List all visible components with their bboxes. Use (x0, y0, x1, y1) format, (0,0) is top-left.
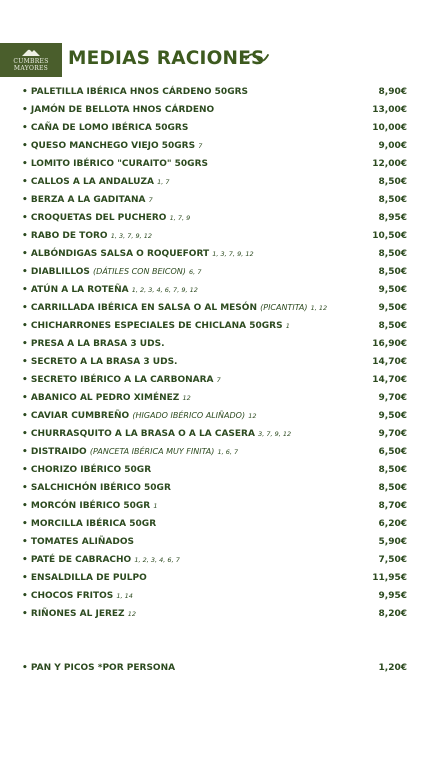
menu-item (22, 446, 407, 464)
item-price: 9,50€ (378, 303, 407, 313)
item-price: 8,50€ (378, 249, 407, 259)
item-price: 11,95€ (372, 573, 407, 583)
item-allergens: 1, 3, 7, 9, 12 (212, 250, 254, 258)
item-label: • JAMÓN DE BELLOTA HNOS CÁRDENO (22, 105, 215, 115)
item-note: (PANCETA IBÉRICA MUY FINITA) (89, 447, 215, 456)
menu-item (22, 248, 407, 266)
item-allergens: 6, 7 (189, 268, 202, 276)
item-name (22, 375, 221, 385)
item-price: 8,50€ (378, 267, 407, 277)
item-name (22, 267, 201, 277)
item-allergens: 3, 7, 9, 12 (258, 430, 292, 438)
item-label: • ATÚN A LA ROTEÑA (22, 285, 129, 295)
item-name (22, 339, 164, 349)
item-name (22, 429, 291, 439)
item-label: • ABANICO AL PEDRO XIMÉNEZ (22, 393, 180, 403)
item-allergens: 12 (182, 394, 191, 402)
item-note: (DÁTILES CON BEICON) (93, 267, 186, 276)
item-price: 8,50€ (378, 177, 407, 187)
item-name (22, 537, 134, 547)
item-label: • ENSALDILLA DE PULPO (22, 573, 147, 583)
item-price: 7,50€ (378, 555, 407, 565)
item-price: 10,00€ (372, 123, 407, 133)
item-name (22, 141, 202, 151)
item-name: • PAN Y PICOS *POR PERSONA (22, 663, 176, 673)
item-price: 8,50€ (378, 483, 407, 493)
item-label: • CHORIZO IBÉRICO 50GR (22, 465, 152, 475)
item-name (22, 213, 190, 223)
item-name (22, 465, 151, 475)
item-name (22, 123, 188, 133)
menu-item (22, 266, 407, 284)
item-price: 1,20€ (378, 663, 407, 673)
item-label: • SALCHICHÓN IBÉRICO 50GR (22, 483, 171, 493)
item-price: 8,70€ (378, 501, 407, 511)
item-allergens: 1 (285, 322, 290, 330)
item-label: • PRESA A LA BRASA 3 UDS. (22, 339, 165, 349)
item-price: 14,70€ (372, 375, 407, 385)
item-allergens: 7 (216, 376, 221, 384)
menu-list (22, 86, 407, 626)
item-price: 9,70€ (378, 429, 407, 439)
item-label: • TOMATES ALIÑADOS (22, 537, 134, 547)
item-allergens: 12 (248, 412, 257, 420)
item-label: • CARRILLADA IBÉRICA EN SALSA O AL MESÓN (22, 303, 257, 313)
item-name (22, 321, 290, 331)
item-name (22, 411, 257, 421)
menu-item (22, 212, 407, 230)
menu-item (22, 284, 407, 302)
page-title: MEDIAS RACIONES (68, 48, 265, 69)
item-price: 8,50€ (378, 321, 407, 331)
item-label: • SECRETO IBÉRICO A LA CARBONARA (22, 375, 214, 385)
logo-text-line1: CUMBRES (13, 58, 49, 65)
item-price: 9,50€ (378, 411, 407, 421)
item-name (22, 591, 133, 601)
menu-item (22, 572, 407, 590)
item-allergens: 1 (153, 502, 158, 510)
item-name (22, 87, 248, 97)
item-allergens: 1, 3, 7, 9, 12 (110, 232, 153, 240)
item-label: • CAÑA DE LOMO IBÉRICA 50GRS (22, 123, 189, 133)
item-note: (PICANTITA) (260, 303, 308, 312)
item-name (22, 393, 191, 403)
menu-item (22, 428, 407, 446)
item-label: • PALETILLA IBÉRICA HNOS CÁRDENO 50GRS (22, 87, 248, 97)
item-name (22, 285, 198, 295)
item-allergens: 12 (127, 610, 136, 618)
item-price: 9,00€ (378, 141, 407, 151)
menu-item (22, 410, 407, 428)
menu-item (22, 518, 407, 536)
item-name (22, 195, 153, 205)
item-name (22, 609, 136, 619)
item-label: • MORCILLA IBÉRICA 50GR (22, 519, 157, 529)
item-price: 6,50€ (378, 447, 407, 457)
menu-item (22, 554, 407, 572)
item-label: • CHICHARRONES ESPECIALES DE CHICLANA 50GRS (22, 321, 283, 331)
item-label: • LOMITO IBÉRICO "CURAITO" 50GRS (22, 159, 208, 169)
item-price: 8,95€ (378, 213, 407, 223)
item-label: • RABO DE TORO (22, 231, 108, 241)
item-name (22, 573, 147, 583)
item-allergens: 1, 14 (116, 592, 133, 600)
item-label: • PATÉ DE CABRACHO (22, 555, 132, 565)
item-label: • CROQUETAS DEL PUCHERO (22, 213, 167, 223)
item-price: 9,95€ (378, 591, 407, 601)
item-label: • CHURRASQUITO A LA BRASA O A LA CASERA (22, 429, 255, 439)
item-label: • DISTRAIDO (22, 447, 87, 457)
header (0, 43, 426, 77)
menu-item (22, 392, 407, 410)
menu-item (22, 230, 407, 248)
item-label: • ALBÓNDIGAS SALSA O ROQUEFORT (22, 249, 210, 259)
menu-item (22, 464, 407, 482)
item-label: • MORCÓN IBÉRICO 50GR (22, 501, 151, 511)
item-name (22, 447, 238, 457)
menu-item (22, 590, 407, 608)
item-name (22, 177, 170, 187)
item-name (22, 105, 214, 115)
item-price: 5,90€ (378, 537, 407, 547)
item-allergens: 1, 2, 3, 4, 6, 7 (134, 556, 180, 564)
item-price: 8,50€ (378, 465, 407, 475)
item-allergens: 1, 2, 3, 4, 6, 7, 9, 12 (131, 286, 198, 294)
menu-item (22, 140, 407, 158)
item-label: • QUESO MANCHEGO VIEJO 50GRS (22, 141, 196, 151)
item-allergens: 1, 7 (157, 178, 170, 186)
item-label: • CHOCOS FRITOS (22, 591, 114, 601)
item-price: 6,20€ (378, 519, 407, 529)
item-allergens: 1, 12 (310, 304, 328, 312)
item-name (22, 519, 156, 529)
item-label: • DIABLILLOS (22, 267, 90, 277)
mountain-icon (22, 46, 40, 57)
menu-item (22, 374, 407, 392)
item-allergens: 1, 7, 9 (169, 214, 191, 222)
item-label: • SECRETO A LA BRASA 3 UDS. (22, 357, 178, 367)
menu-item-extra (22, 662, 407, 680)
squiggle-icon (245, 52, 269, 64)
menu-item (22, 500, 407, 518)
item-name (22, 501, 158, 511)
item-price: 16,90€ (372, 339, 407, 349)
menu-item (22, 536, 407, 554)
menu-item (22, 482, 407, 500)
item-price: 8,50€ (378, 195, 407, 205)
menu-item (22, 356, 407, 374)
item-name (22, 159, 208, 169)
item-price: 10,50€ (372, 231, 407, 241)
item-name (22, 303, 327, 313)
menu-item (22, 194, 407, 212)
menu-item (22, 158, 407, 176)
item-price: 12,00€ (372, 159, 407, 169)
menu-item (22, 302, 407, 320)
menu-item (22, 122, 407, 140)
item-price: 8,20€ (378, 609, 407, 619)
item-note: (HIGADO IBÉRICO ALIÑADO) (132, 411, 246, 420)
item-label: • RIÑONES AL JEREZ (22, 609, 125, 619)
item-price: 9,70€ (378, 393, 407, 403)
item-label: • CAVIAR CUMBREÑO (22, 411, 130, 421)
item-price: 14,70€ (372, 357, 407, 367)
menu-item (22, 104, 407, 122)
item-price: 8,90€ (378, 87, 407, 97)
logo-text-line2: MAYORES (13, 65, 49, 72)
menu-item (22, 338, 407, 356)
item-name (22, 357, 177, 367)
menu-item (22, 176, 407, 194)
item-allergens: 7 (198, 142, 203, 150)
item-name (22, 249, 254, 259)
item-label: • BERZA A LA GADITANA (22, 195, 146, 205)
item-price: 9,50€ (378, 285, 407, 295)
item-name (22, 231, 152, 241)
item-allergens: 1, 6, 7 (217, 448, 239, 456)
item-price: 13,00€ (372, 105, 407, 115)
item-name (22, 555, 180, 565)
menu-item (22, 86, 407, 104)
brand-logo (0, 43, 62, 77)
item-name (22, 483, 171, 493)
item-label: • CALLOS A LA ANDALUZA (22, 177, 154, 187)
item-allergens: 7 (148, 196, 153, 204)
menu-item (22, 320, 407, 338)
menu-item (22, 608, 407, 626)
